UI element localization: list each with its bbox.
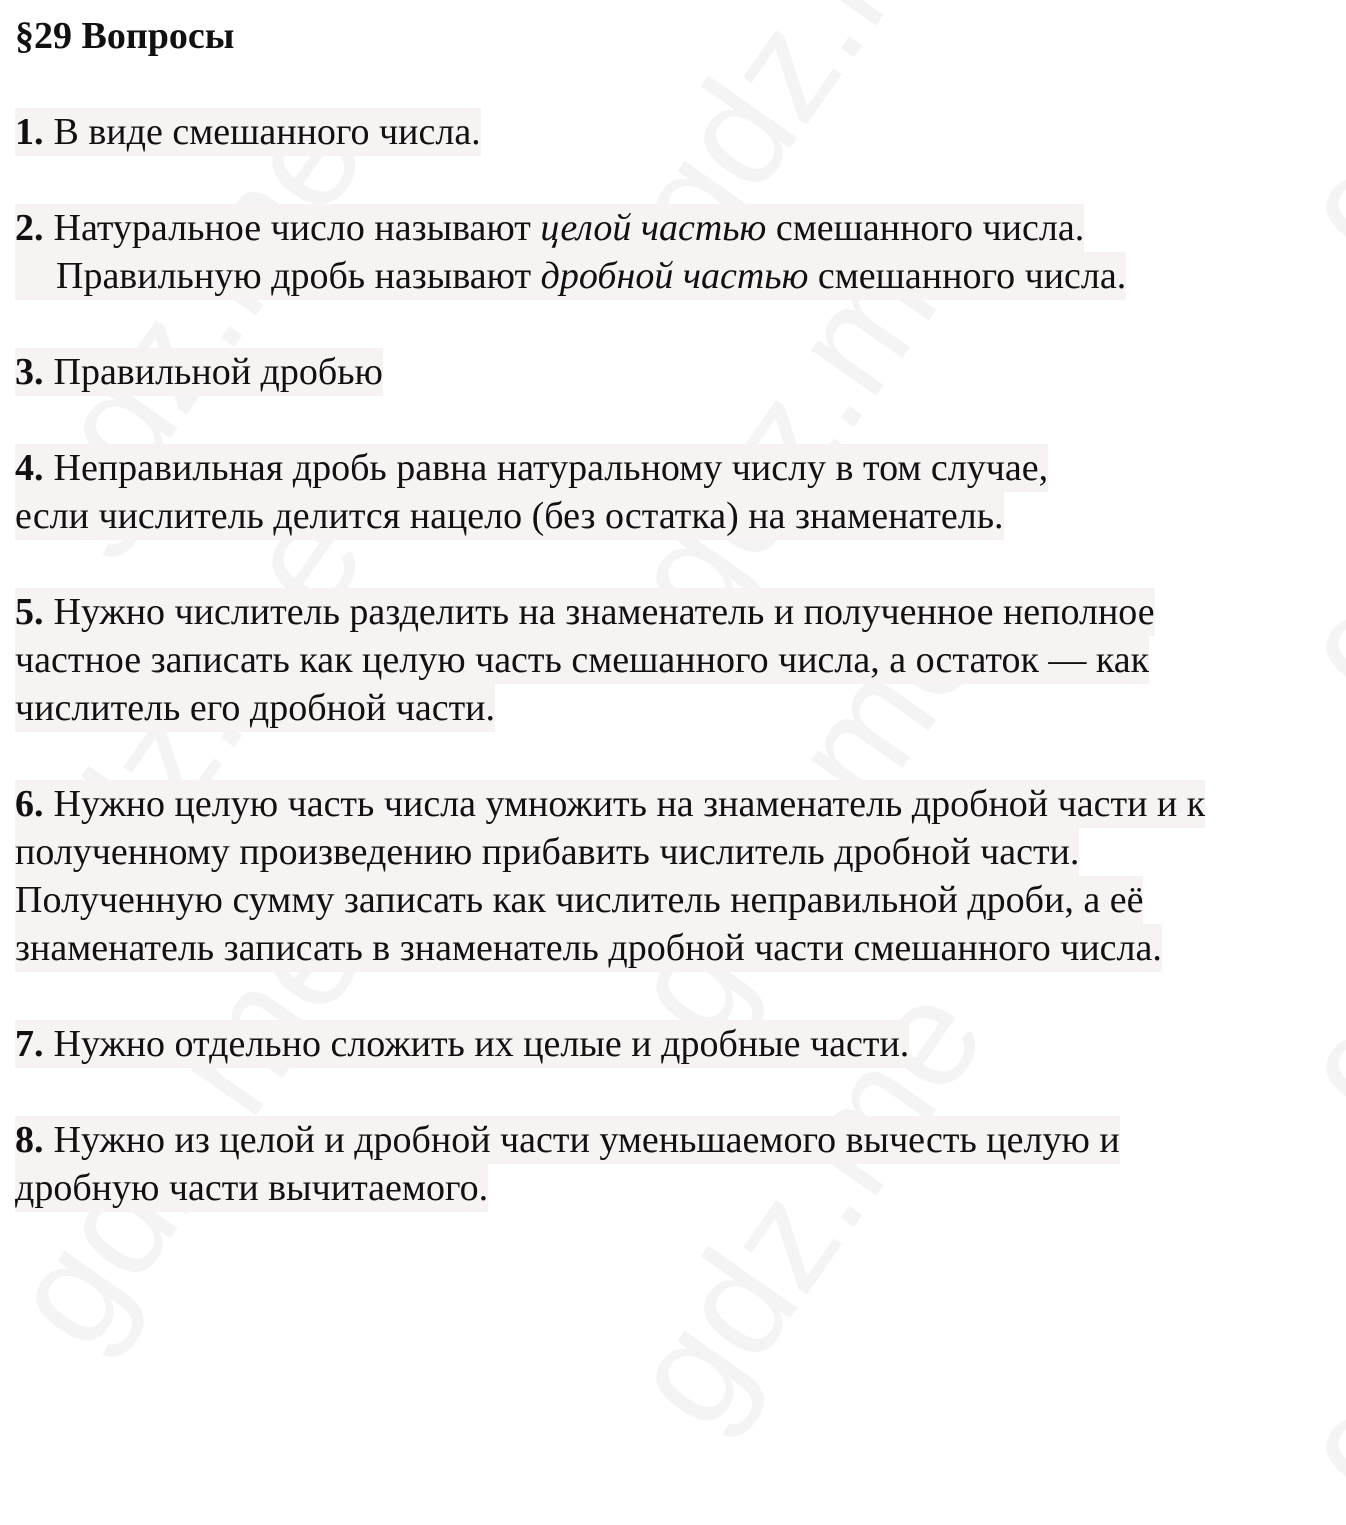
- answer-number: 5.: [15, 591, 44, 633]
- answer-text: Полученную сумму записать как числитель неправильной дроби, а её: [15, 879, 1144, 921]
- answer-line: [15, 108, 481, 156]
- answer-number: 2.: [15, 207, 44, 249]
- term-italic: дробной частью: [540, 255, 809, 297]
- answer-line: [15, 780, 1205, 828]
- answer-text: Натуральное число называют: [53, 207, 541, 249]
- spacer: [15, 732, 1335, 780]
- answer-line: [15, 492, 1004, 540]
- answer-item: [15, 588, 1335, 732]
- answer-line: [15, 1164, 488, 1212]
- answer-text: Неправильная дробь равна натуральному числу в том случае,: [53, 447, 1049, 489]
- answer-item: [15, 780, 1335, 972]
- answer-number: 8.: [15, 1119, 44, 1161]
- answer-item: [15, 204, 1335, 300]
- answer-line: [15, 876, 1143, 924]
- answer-text: смешанного числа.: [766, 207, 1085, 249]
- answer-text: Нужно из целой и дробной части уменьшаемого вычесть целую и: [53, 1119, 1120, 1161]
- answer-text: В виде смешанного числа.: [53, 111, 481, 153]
- answer-text: полученному произведению прибавить числитель дробной части.: [15, 831, 1080, 873]
- spacer: [15, 396, 1335, 444]
- answer-text: частное записать как целую часть смешанного числа, а остаток — как: [15, 639, 1150, 681]
- answer-number: 4.: [15, 447, 44, 489]
- answer-text: знаменатель записать в знаменатель дробной части смешанного числа.: [15, 927, 1162, 969]
- answer-item: [15, 108, 1335, 156]
- answer-text: если числитель делится нацело (без остатка) на знаменатель.: [15, 495, 1004, 537]
- spacer: [15, 972, 1335, 1020]
- answer-text: Правильной дробью: [53, 351, 383, 393]
- answer-text: Нужно числитель разделить на знаменатель и полученное неполное: [53, 591, 1155, 633]
- answer-line: [15, 1020, 909, 1068]
- term-italic: целой частью: [540, 207, 767, 249]
- spacer: [15, 1068, 1335, 1116]
- answer-number: 6.: [15, 783, 44, 825]
- answer-text: смешанного числа.: [808, 255, 1127, 297]
- answer-line: [15, 252, 1126, 300]
- spacer: [15, 156, 1335, 204]
- answer-line: [15, 636, 1149, 684]
- answer-text: Нужно отдельно сложить их целые и дробные части.: [53, 1023, 910, 1065]
- answer-line: [15, 1116, 1120, 1164]
- answer-text: дробную части вычитаемого.: [15, 1167, 489, 1209]
- answer-number: 1.: [15, 111, 44, 153]
- answer-text: числитель его дробной части.: [15, 687, 496, 729]
- page-title: §29 Вопросы: [15, 15, 235, 57]
- answer-line: [15, 828, 1079, 876]
- answer-item: [15, 1020, 1335, 1068]
- spacer: [15, 540, 1335, 588]
- answer-item: [15, 1116, 1335, 1212]
- answer-number: 3.: [15, 351, 44, 393]
- answer-line: [15, 588, 1155, 636]
- answer-text: Правильную дробь называют: [56, 255, 541, 297]
- answer-line: [15, 684, 495, 732]
- answer-item: [15, 444, 1335, 540]
- answer-line: [15, 204, 1084, 252]
- answer-line: [15, 924, 1162, 972]
- answer-line: [15, 348, 383, 396]
- answers-list: [15, 108, 1335, 1212]
- spacer: [15, 300, 1335, 348]
- document-body: [15, 12, 1335, 1212]
- answer-line: [15, 444, 1048, 492]
- answer-number: 7.: [15, 1023, 44, 1065]
- answer-item: [15, 348, 1335, 396]
- answer-text: Нужно целую часть числа умножить на знаменатель дробной части и к: [53, 783, 1206, 825]
